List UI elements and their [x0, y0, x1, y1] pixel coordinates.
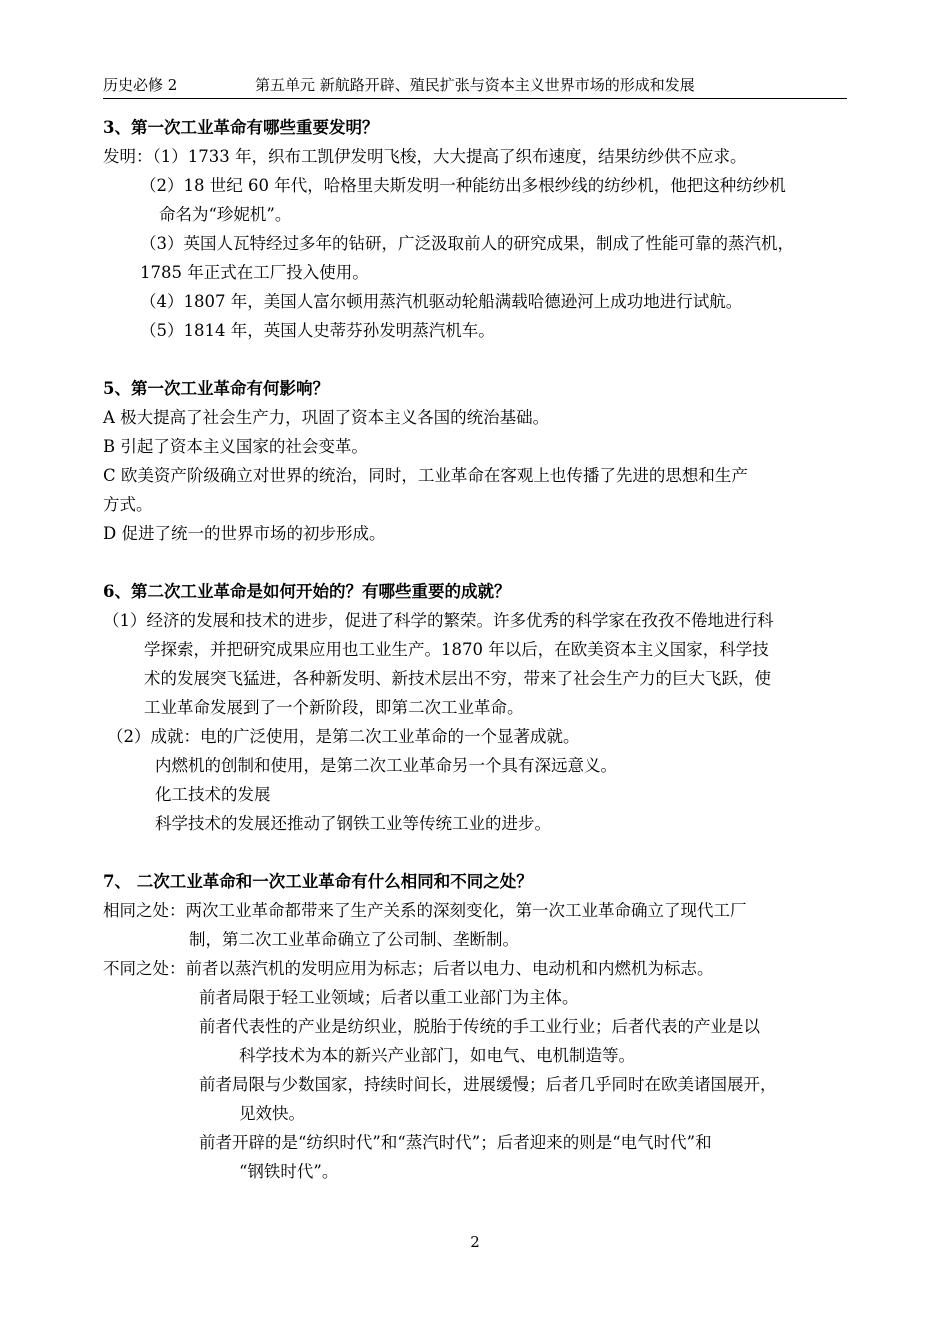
text-line: （5）1814 年，英国人史蒂芬孙发明蒸汽机车。 [140, 321, 495, 340]
text-line: （2）成就：电的广泛使用，是第二次工业革命的一个显著成就。 [107, 727, 580, 746]
text-line: 见效快。 [239, 1104, 305, 1123]
text-line: B 引起了资本主义国家的社会变革。 [103, 437, 368, 456]
section-q6 [103, 577, 848, 838]
text-line: 内燃机的创制和使用，是第二次工业革命另一个具有深远意义。 [155, 756, 617, 775]
text-line: 科学技术为本的新兴产业部门，如电气、电机制造等。 [239, 1046, 635, 1065]
question-heading: 3、第一次工业革命有哪些重要发明？ [103, 118, 379, 137]
document-body [103, 113, 848, 1186]
question-heading: 5、第一次工业革命有何影响？ [103, 379, 329, 398]
text-line: 发明：（1）1733 年，织布工凯伊发明飞梭，大大提高了织布速度，结果纺纱供不应求。 [103, 147, 747, 166]
text-line: 方式。 [103, 495, 153, 514]
page-number: 2 [470, 1233, 480, 1251]
text-line: 前者代表性的产业是纺织业，脱胎于传统的手工业行业；后者代表的产业是以 [199, 1017, 760, 1036]
text-line: 前者局限于轻工业领域；后者以重工业部门为主体。 [199, 988, 579, 1007]
page-header [103, 74, 847, 99]
text-line: 术的发展突飞猛进，各种新发明、新技术层出不穷，带来了社会生产力的巨大飞跃，使 [144, 669, 771, 688]
text-line: 前者开辟的是“纺织时代”和“蒸汽时代”；后者迎来的则是“电气时代”和 [199, 1133, 712, 1152]
text-line: 制，第二次工业革命确立了公司制、垄断制。 [189, 930, 519, 949]
text-line: 前者局限与少数国家，持续时间长，进展缓慢；后者几乎同时在欧美诸国展开， [199, 1075, 777, 1094]
text-line: A 极大提高了社会生产力，巩固了资本主义各国的统治基础。 [103, 408, 550, 427]
question-heading: 7、 二次工业革命和一次工业革命有什么相同和不同之处？ [103, 872, 533, 891]
section-q5 [103, 374, 848, 548]
header-subject: 历史必修 2 [103, 76, 178, 94]
text-line: D 促进了统一的世界市场的初步形成。 [103, 524, 386, 543]
section-q3 [103, 113, 848, 345]
text-line: （1）经济的发展和技术的进步，促进了科学的繁荣。许多优秀的科学家在孜孜不倦地进行科 [103, 611, 774, 630]
text-line: （3）英国人瓦特经过多年的钻研，广泛汲取前人的研究成果，制成了性能可靠的蒸汽机， [140, 234, 794, 253]
text-line: （2）18 世纪 60 年代，哈格里夫斯发明一种能纺出多根纱线的纺纱机，他把这种纺纱机 [140, 176, 786, 195]
text-line: C 欧美资产阶级确立对世界的统治，同时，工业革命在客观上也传播了先进的思想和生产 [103, 466, 748, 485]
text-line: 1785 年正式在工厂投入使用。 [140, 263, 369, 282]
text-line: 工业革命发展到了一个新阶段，即第二次工业革命。 [144, 698, 524, 717]
text-line: “钢铁时代”。 [239, 1162, 339, 1181]
text-line: 不同之处：前者以蒸汽机的发明应用为标志；后者以电力、电动机和内燃机为标志。 [103, 959, 714, 978]
section-q7 [103, 867, 848, 1186]
text-line: 科学技术的发展还推动了钢铁工业等传统工业的进步。 [155, 814, 551, 833]
header-unit-title: 第五单元 新航路开辟、殖民扩张与资本主义世界市场的形成和发展 [255, 76, 695, 94]
text-line: 相同之处：两次工业革命都带来了生产关系的深刻变化，第一次工业革命确立了现代工厂 [103, 901, 747, 920]
text-line: 化工技术的发展 [155, 785, 271, 804]
text-line: 命名为“珍妮机”。 [159, 205, 292, 224]
text-line: （4）1807 年，美国人富尔顿用蒸汽机驱动轮船满载哈德逊河上成功地进行试航。 [140, 292, 743, 311]
text-line: 学探索，并把研究成果应用也工业生产。1870 年以后，在欧美资本主义国家，科学技 [144, 640, 769, 659]
question-heading: 6、第二次工业革命是如何开始的？有哪些重要的成就？ [103, 582, 511, 601]
